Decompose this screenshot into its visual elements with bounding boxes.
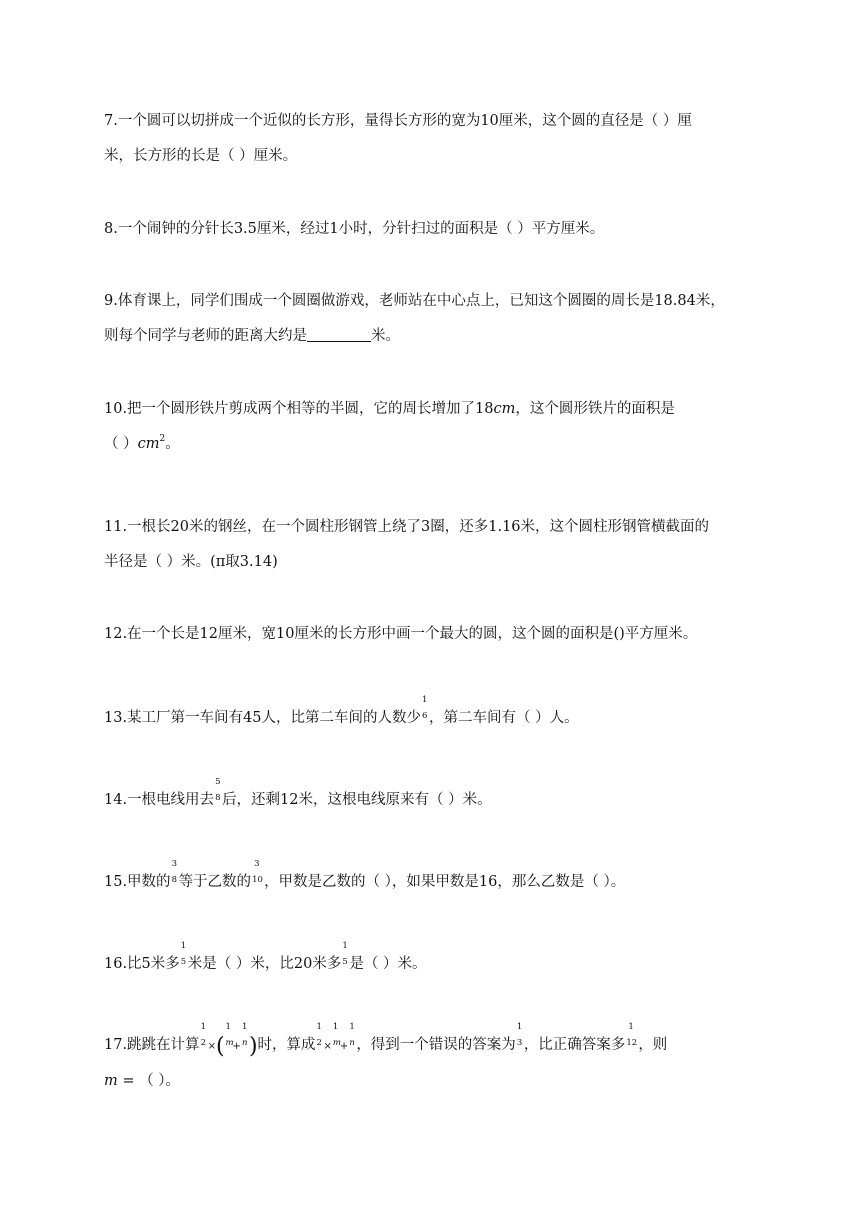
- q17-text-a: 17.跳跳在计算: [104, 1037, 200, 1053]
- q15-fraction-1: [171, 859, 178, 886]
- q17-line2: [104, 1064, 764, 1099]
- q17-f2-den: m: [225, 1038, 234, 1048]
- q10-line2: [104, 427, 764, 464]
- q16-f2-num: 1: [342, 941, 348, 951]
- q12-line1: 12.在一个长是12厘米，宽10厘米的长方形中画一个最大的圆，这个圆的面积是()平方厘米。: [104, 626, 698, 642]
- q13-text-b: ，第二车间有（ ）人。: [429, 710, 579, 726]
- q16-fraction-1: [180, 941, 187, 968]
- q15-f2-den: 10: [252, 875, 263, 885]
- q17-times-1: ×: [207, 1041, 216, 1052]
- question-9: [104, 284, 764, 354]
- q17-var-m: m: [104, 1073, 118, 1089]
- q17-f8-num: 1: [628, 1022, 634, 1032]
- q17-plus-1: +: [232, 1041, 241, 1052]
- q17-fraction-2: [225, 1022, 234, 1049]
- q7-line1: 7.一个圆可以切拼成一个近似的长方形，量得长方形的宽为10厘米，这个圆的直径是（ ）厘: [104, 113, 692, 129]
- q17-f3-den: n: [241, 1038, 248, 1048]
- q15-text-c: ，甲数是乙数的（ ），如果甲数是16，那么乙数是（ ）。: [264, 874, 626, 890]
- q17-line2-rest: = （ ）。: [117, 1073, 180, 1089]
- q17-fraction-4: [316, 1022, 323, 1049]
- q17-f8-den: 12: [626, 1038, 638, 1048]
- q17-f6-num: 1: [349, 1022, 355, 1032]
- q17-f2-num: 1: [225, 1022, 231, 1032]
- q16-text-c: 是（ ）米。: [349, 956, 427, 972]
- question-15: [104, 859, 764, 900]
- q17-fraction-1: [200, 1022, 207, 1049]
- q16-text-a: 16.比5米多: [104, 956, 180, 972]
- q16-f2-den: 5: [342, 957, 348, 967]
- q10-unit: cm: [493, 401, 516, 417]
- q17-text-e: ，则: [638, 1037, 668, 1053]
- q17-rparen: ): [248, 1034, 258, 1059]
- q17-text-c: ，得到一个错误的答案为: [356, 1037, 516, 1053]
- q17-plus-2: +: [339, 1041, 349, 1052]
- question-11: [104, 510, 764, 580]
- q15-f1-num: 3: [171, 859, 177, 869]
- question-17: [104, 1022, 764, 1099]
- q17-text-d: ，比正确答案多: [523, 1037, 626, 1053]
- q15-text-b: 等于乙数的: [178, 874, 252, 890]
- q17-f6-den: n: [349, 1038, 355, 1048]
- q7-line2: 米，长方形的长是（ ）厘米。: [104, 148, 298, 164]
- q16-f1-num: 1: [180, 941, 187, 951]
- q10-unit2: cm: [137, 436, 160, 452]
- q17-fraction-5: [332, 1022, 341, 1049]
- q17-text-b: 时，算成: [257, 1037, 316, 1053]
- q17-f5-num: 1: [332, 1022, 339, 1032]
- q13-frac-num: 1: [422, 695, 428, 705]
- q15-fraction-2: [252, 859, 263, 886]
- q9-line2: [104, 319, 764, 354]
- q17-lparen: (: [215, 1034, 225, 1059]
- q14-frac-num: 5: [215, 777, 221, 787]
- q17-f1-num: 1: [200, 1022, 206, 1032]
- q17-f5-den: m: [332, 1038, 341, 1048]
- q17-fraction-3: [241, 1022, 248, 1049]
- q13-text-a: 13.某工厂第一车间有45人，比第二车间的人数少: [104, 710, 422, 726]
- q14-frac-den: 8: [215, 793, 221, 803]
- q17-f7-num: 1: [516, 1022, 523, 1032]
- q13-fraction: [422, 695, 428, 722]
- question-10: [104, 392, 764, 464]
- q9-line2-text: 则每个同学与老师的距离大约是: [104, 328, 307, 344]
- q17-f7-den: 3: [516, 1038, 523, 1048]
- q10-sup: 2: [159, 434, 166, 444]
- q17-f3-num: 1: [241, 1022, 248, 1032]
- q9-line1: 9.体育课上，同学们围成一个圆圈做游戏，老师站在中心点上，已知这个圆圈的周长是18.84米，: [104, 293, 725, 309]
- question-7: [104, 104, 764, 174]
- question-13: [104, 695, 764, 736]
- q10-text-a: 10.把一个圆形铁片剪成两个相等的半圆，它的周长增加了18: [104, 401, 494, 417]
- q8-line1: 8.一个闹钟的分针长3.5厘米，经过1小时，分针扫过的面积是（ ）平方厘米。: [104, 221, 605, 237]
- q14-text-b: 后，还剩12米，这根电线原来有（ ）米。: [222, 792, 492, 808]
- q16-fraction-2: [342, 941, 348, 968]
- question-14: [104, 777, 764, 818]
- q17-f4-num: 1: [316, 1022, 322, 1032]
- q17-fraction-7: [516, 1022, 523, 1049]
- question-16: [104, 941, 764, 982]
- q13-frac-den: 6: [422, 711, 428, 721]
- question-12: [104, 617, 764, 652]
- q14-fraction: [215, 777, 221, 804]
- q10-text-b: ，这个圆形铁片的面积是: [515, 401, 675, 417]
- q11-line1: 11.一根长20米的钢丝，在一个圆柱形钢管上绕了3圈，还多1.16米，这个圆柱形钢管横截面的: [104, 519, 710, 535]
- q10-paren: （ ）: [104, 436, 138, 452]
- q15-f1-den: 8: [171, 875, 177, 885]
- q16-text-b: 米是（ ）米，比20米多: [187, 956, 342, 972]
- q17-fraction-8: [626, 1022, 638, 1049]
- q9-line2-unit: 米。: [371, 328, 400, 344]
- q10-line1: [104, 392, 764, 427]
- q17-fraction-6: [349, 1022, 355, 1049]
- q11-line2: 半径是（ ）米。(π取3.14): [104, 554, 278, 570]
- q15-f2-num: 3: [254, 859, 260, 869]
- question-8: [104, 212, 764, 247]
- q10-period: 。: [165, 436, 180, 452]
- q14-text-a: 14.一根电线用去: [104, 792, 215, 808]
- q16-f1-den: 5: [180, 957, 187, 967]
- q17-times-2: ×: [323, 1041, 332, 1052]
- q15-text-a: 15.甲数的: [104, 874, 171, 890]
- q17-line1: [104, 1022, 764, 1064]
- answer-blank[interactable]: [307, 327, 371, 342]
- q17-f4-den: 2: [316, 1038, 322, 1048]
- q17-f1-den: 2: [200, 1038, 206, 1048]
